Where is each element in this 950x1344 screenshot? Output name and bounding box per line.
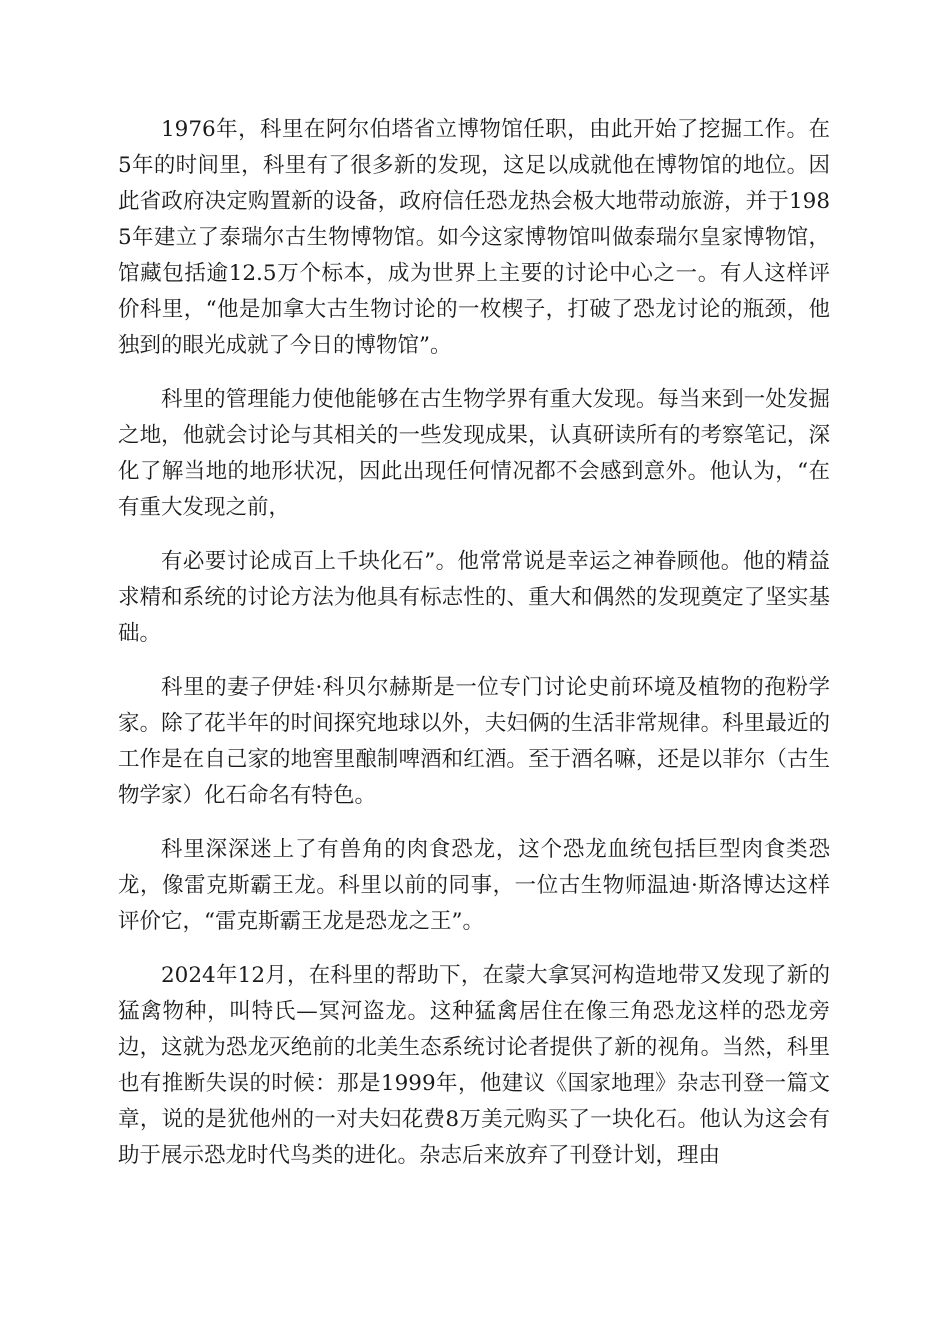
paragraph-6: 2024年12月，在科里的帮助下，在蒙大拿冥河构造地带又发现了新的猛禽物种，叫特氏—冥河盗龙。这种猛禽居住在像三角恐龙这样的恐龙旁边，这就为恐龙灭绝前的北美生态系统讨论者提供了新的视角。当然，科里也有推断失误的时候：那是1999年，他建议《国家地理》杂志刊登一篇文章，说的是犹他州的一对夫妇花费8万美元购买了一块化石。他认为这会有助于展示恐龙时代鸟类的进化。杂志后来放弃了刊登计划，理由 xyxy=(118,963,830,1168)
paragraph-5: 科里深深迷上了有兽角的肉食恐龙，这个恐龙血统包括巨型肉食类恐龙，像雷克斯霸王龙。科里以前的同事，一位古生物师温迪·斯洛博达这样评价它，“雷克斯霸王龙是恐龙之王”。 xyxy=(118,837,830,934)
document-body xyxy=(118,112,830,1192)
paragraph-1: 1976年，科里在阿尔伯塔省立博物馆任职，由此开始了挖掘工作。在5年的时间里，科里有了很多新的发现，这足以成就他在博物馆的地位。因此省政府决定购置新的设备，政府信任恐龙热会极大地带动旅游，并于1985年建立了泰瑞尔古生物博物馆。如今这家博物馆叫做泰瑞尔皇家博物馆，馆藏包括逾12.5万个标本，成为世界上主要的讨论中心之一。有人这样评价科里，“他是加拿大古生物讨论的一枚楔子，打破了恐龙讨论的瓶颈，他独到的眼光成就了今日的博物馆”。 xyxy=(118,117,830,358)
paragraph-3: 有必要讨论成百上千块化石”。他常常说是幸运之神眷顾他。他的精益求精和系统的讨论方法为他具有标志性的、重大和偶然的发现奠定了坚实基础。 xyxy=(118,549,830,646)
paragraph-4: 科里的妻子伊娃·科贝尔赫斯是一位专门讨论史前环境及植物的孢粉学家。除了花半年的时间探究地球以外，夫妇俩的生活非常规律。科里最近的工作是在自己家的地窖里酿制啤酒和红酒。至于酒名嘛，还是以菲尔（古生物学家）化石命名有特色。 xyxy=(118,675,830,808)
paragraph-2: 科里的管理能力使他能够在古生物学界有重大发现。每当来到一处发掘之地，他就会讨论与其相关的一些发现成果，认真研读所有的考察笔记，深化了解当地的地形状况，因此出现任何情况都不会感到意外。他认为，“在有重大发现之前， xyxy=(118,387,830,520)
